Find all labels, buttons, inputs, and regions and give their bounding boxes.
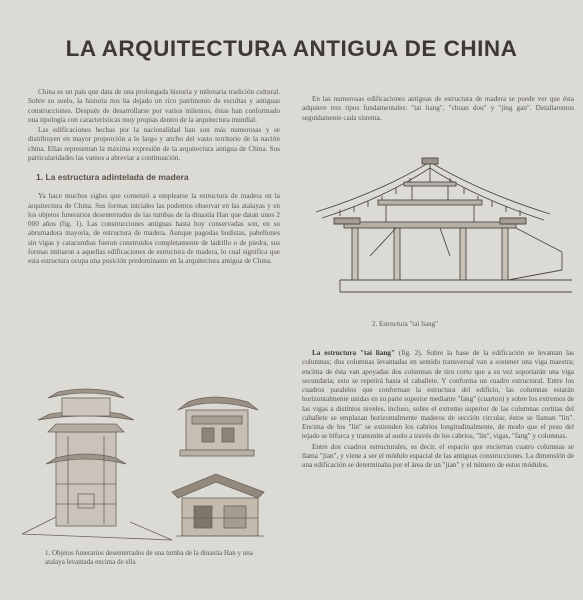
tai-liang-text: (fig. 2). Sobre la base de la edificación se levantan las columnas; dos columnas levantadas en sentido transversal van a sostener una viga maestra; encima de ésta van apoyadas dos columnas de tiro corto que a su vez soportarán una viga secundaria; esto se repetirá hasta el caballete. Y conforma un cuadro estructural. Entre los cuadros paralelos que conforman la estructura del edificio, las columnas estarán horizontalmente unidas en su parte superior mediante "fang" (cuarton) y sobre los extremos de las vigas a distintos niveles, incluso, sobre el extremo superior de las columnas cortitas del caballete se emplazan horizontalmente maderos de sección circular, éstos se llaman "lin". Encima de los "lin" se extienden los cabrios longitudinalmente, de modo que el peso del tejado se bifurca y transmite al suelo a través de los cabrios, "lin", vigas, "fang" y columnas. (302, 349, 575, 441)
funerary-granary-drawing (172, 474, 264, 536)
intro-paragraph-2: Las edificaciones hechas por la nacionalidad han son más numerosas y se distribuyen en mayor proporción a lo largo y ancho del vasto territorio de la nación china. Ellas representan la máxima expresión de la arquitectura antigua de China. Sus particularidades las vamos a abreviar a continuación. (28, 126, 280, 162)
funerary-house-drawing (178, 397, 258, 456)
figure-2-caption: 2. Estructura "tai liang" (372, 320, 438, 328)
right-column-body (302, 349, 574, 471)
section-paragraph: Ya hace muchos siglos que comenzó a emplearse la estructura de madera en la arquitectura de China. Sus formas iniciales las podemos observar en las atalayas y en los objetos funerarios desenterrados de las tumbas de la dinastía Han que datan unos 2 000 años (fig. 1). Las construcciones antiguas hasta hoy conservadas son, en su abrumadora mayoría, de estructura de madera. Aunque pagodas budistas, pabellones sin vigas y catacumbas fueron construidos completamente de ladrillo o de piedra, sus formas imitaron a aquellas edificaciones de estructura de madera, lo cual significa que esta estructura ocupa una posición predominante en la arquitectura antigua de China. (28, 192, 280, 265)
jian-paragraph: Entre dos cuadros estructurales, es decir, el espacio que encierran cuatro columnas se llama "jian", y viene a ser el módulo espacial de las antiguas construcciones. La dimensión de una edificación se determinaba por el área de un "jian" y el número de estos módulos. (302, 442, 574, 469)
tai-liang-lead: La estructura "tai liang" (312, 349, 395, 357)
intro-paragraph-1: China es un país que data de una prolongada historia y milenaria tradición cultural. Sobre su suelo, la historia nos ha dejado un rico patrimonio de escultas y antiguas construcciones. Después de desarrollarse por varios milenios, éstas han conformado una tipología con características muy propias dentro de la arquitectura mundial. (28, 88, 280, 124)
figure-2-illustration (300, 152, 580, 314)
section-heading: 1. La estructura adintelada de madera (36, 172, 189, 182)
right-intro-paragraph: En las numerosas edificaciones antiguas de estructura de madera se puede ver que ésta adquiere tres tipos fundamentales: "tai liang", "chuan dou" y "jing gan". Detallaremos seguidamente cada sistema. (302, 95, 574, 122)
figure-1-illustration (18, 384, 273, 544)
watchtower-drawing (22, 389, 172, 540)
left-column (28, 88, 280, 267)
page-title: LA ARQUITECTURA ANTIGUA DE CHINA (65, 36, 518, 61)
right-column-intro (302, 95, 574, 124)
figure-1-caption: 1. Objetos funerarios desenterrados de una tumba de la dinastía Han y una atalaya levantada encima de ella (45, 549, 253, 566)
tai-liang-paragraph (302, 349, 574, 442)
